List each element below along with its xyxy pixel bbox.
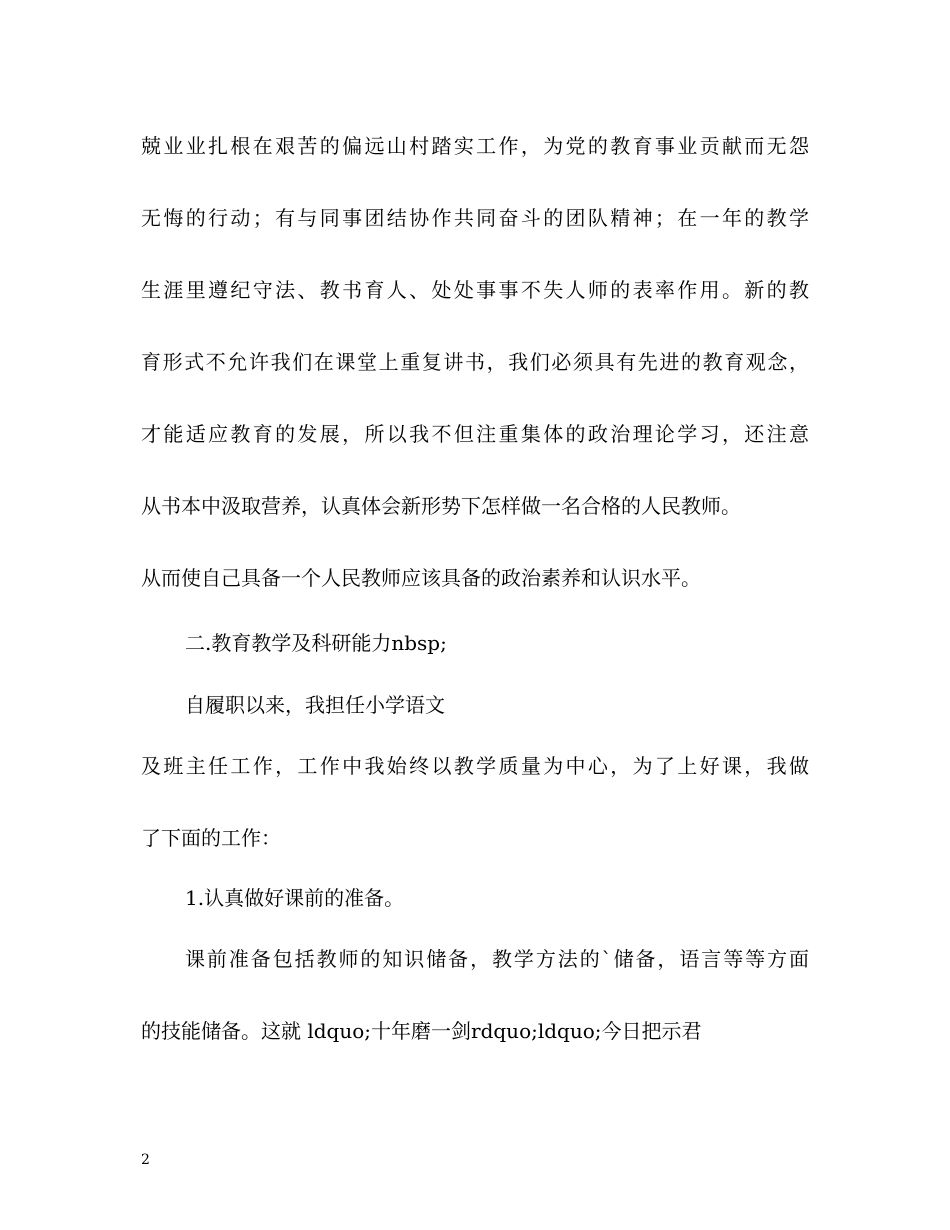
page-number: 2 xyxy=(141,1152,150,1168)
numbered-item: 1.认真做好课前的准备。 xyxy=(185,886,405,910)
section-heading: 二.教育教学及科研能力nbsp; xyxy=(185,631,447,655)
body-text-line: 从而使自己具备一个人民教师应该具备的政治素养和认识水平。 xyxy=(141,566,701,590)
paragraph-start-line: 自履职以来，我担任小学语文 xyxy=(185,693,445,717)
body-text-line: 兢业业扎根在艰苦的偏远山村踏实工作，为党的教育事业贡献而无怨 xyxy=(141,134,809,158)
body-text-line: 的技能储备。这就 ldquo;十年磨一剑rdquo;ldquo;今日把示君 xyxy=(141,1019,702,1043)
paragraph-start-line: 课前准备包括教师的知识储备，教学方法的`储备，语言等等方面 xyxy=(185,947,809,971)
body-text-line: 从书本中汲取营养，认真体会新形势下怎样做一名合格的人民教师。 xyxy=(141,494,741,518)
body-text-line: 才能适应教育的发展，所以我不但注重集体的政治理论学习，还注意 xyxy=(141,422,809,446)
body-text-line: 及班主任工作，工作中我始终以教学质量为中心，为了上好课，我做 xyxy=(141,754,809,778)
body-text-line: 生涯里遵纪守法、教书育人、处处事事不失人师的表率作用。新的教 xyxy=(141,278,809,302)
body-text-line: 育形式不允许我们在课堂上重复讲书，我们必须具有先进的教育观念， xyxy=(141,350,809,374)
body-text-line: 了下面的工作： xyxy=(141,826,281,850)
body-text-line: 无悔的行动；有与同事团结协作共同奋斗的团队精神；在一年的教学 xyxy=(141,206,809,230)
